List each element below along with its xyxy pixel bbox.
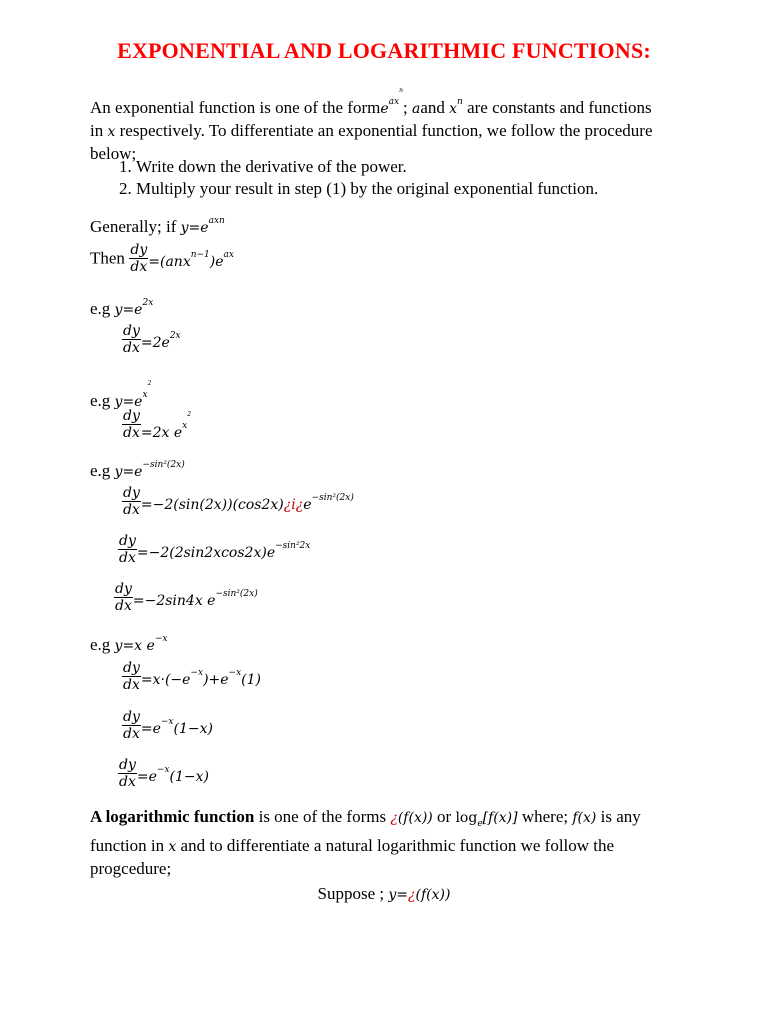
math-a: a — [411, 101, 421, 117]
step-item: 1. Write down the derivative of the power. — [136, 156, 690, 178]
intro-text-constants: are constants and functions — [467, 98, 652, 117]
math-generally: $y=e^{axn}$ — [180, 216, 225, 236]
example-2-derivative: $\frac{dy}{dx}$ =2x $e^{x^2}$ — [123, 407, 192, 441]
example-3-line-1: $\frac{dy}{dx}$ $=-2(\sin(2x))(\cos 2x)¿i¿e^{-sin^2(2x)}$ — [123, 485, 354, 518]
then-label: Then — [90, 248, 125, 268]
math-log: $\log_e[f(x)]$ — [455, 810, 518, 829]
math-exp-form: $e^{ax^n}$ — [380, 87, 403, 117]
math-xn: $x^n$ — [449, 97, 463, 117]
example-3-line-2: $\frac{dy}{dx}$ $=-2(2\sin 2xcos2x)e^{-sin^22x}$ — [119, 533, 311, 566]
example-1-derivative: $\frac{dy}{dx}$ $=2e^{2x}$ — [123, 323, 181, 356]
math-x: x — [107, 124, 116, 140]
intro-paragraph: An exponential function is one of the forme$^{ax^n}$; aand $x^n$ are constants and functions in x respectively. To differentiate an exponential function, we follow the procedure below; — [90, 87, 653, 163]
example-4-header: e.g y=x $e^{-x}$ — [90, 634, 168, 654]
intro-text-and: and — [420, 98, 445, 117]
intro-text-in: in — [90, 121, 104, 140]
then-equation: Then $\frac{dy}{dx}$ $=(anx^{n-1})e^{ax}$ — [90, 242, 234, 275]
example-4-line-2: $\frac{dy}{dx}$ $=e^{-x}(1-x)$ — [123, 709, 213, 742]
example-1-header: e.g $y=e^{2x}$ — [90, 298, 154, 318]
steps-list — [90, 156, 690, 200]
example-4-line-1: $\frac{dy}{dx}$ $=x\cdot(-e^{-x})+e^{-x}(1)$ — [123, 660, 262, 693]
page-title: EXPONENTIAL AND LOGARITHMIC FUNCTIONS: — [117, 38, 651, 63]
suppose-line: Suppose ; y=¿(f(x)) — [317, 884, 451, 903]
example-3-header: e.g $y=e^{-sin^2(2x)}$ — [90, 460, 185, 480]
derivative-fraction: $\frac{dy}{dx}$ — [130, 242, 148, 275]
example-2-header: e.g $y=e^{x^2}$ — [90, 380, 152, 410]
example-3-line-3: $\frac{dy}{dx}$ =−2sin4x $e^{-sin^2(2x)}$ — [115, 581, 258, 614]
log-paragraph: A logarithmic function is one of the forms ¿(f(x)) or $\log_e[f(x)]$ where; f(x) is any function in x and to differentiate a natural logarithmic function we follow the progcedure; — [90, 807, 641, 878]
generally-line — [90, 210, 690, 239]
intro-text-procedure: respectively. To differentiate an exponential function, we follow the procedure below; — [90, 121, 653, 163]
step-item: 2. Multiply your result in step (1) by the original exponential function. — [136, 178, 690, 200]
example-4-line-3: $\frac{dy}{dx}$ $=e^{-x}(1-x)$ — [119, 757, 209, 790]
generally-label: Generally; if — [90, 217, 177, 236]
log-bold-term: A logarithmic function — [90, 807, 255, 826]
intro-text: An exponential function is one of the form — [90, 98, 381, 117]
